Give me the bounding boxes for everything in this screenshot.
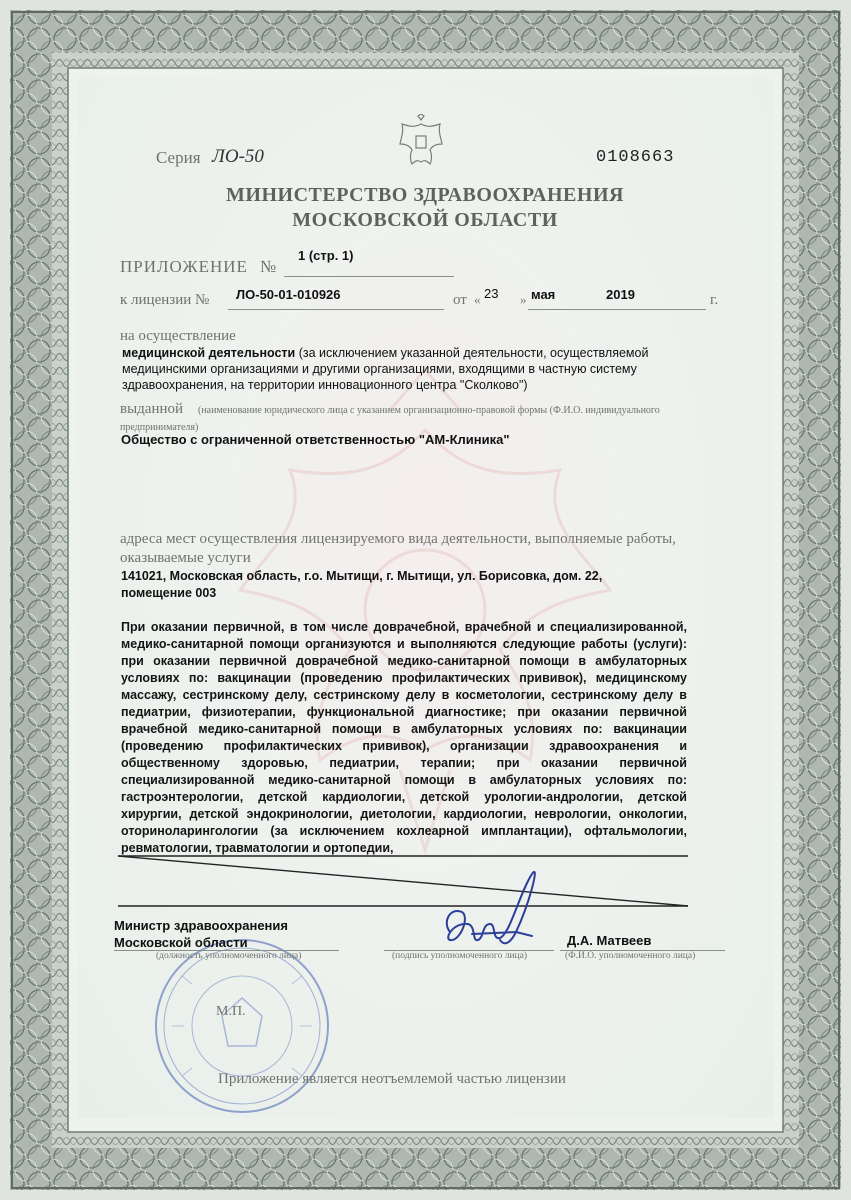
license-from-label: от (453, 292, 467, 308)
activity-label: на осуществление (120, 328, 236, 344)
appendix-underline (284, 276, 454, 277)
activity-bold-part: медицинской деятельности (122, 346, 296, 360)
signature-icon (420, 862, 560, 962)
organization-name: Общество с ограниченной ответственностью "АМ-Клиника" (121, 432, 510, 447)
closing-lines (118, 852, 693, 912)
ministry-title-line1: МИНИСТЕРСТВО ЗДРАВООХРАНЕНИЯ (226, 184, 624, 206)
appendix-label: ПРИЛОЖЕНИЕ (120, 257, 248, 276)
license-underline (228, 309, 444, 310)
ministry-title-line2: МОСКОВСКОЙ ОБЛАСТИ (292, 209, 558, 231)
license-day: 23 (484, 286, 499, 301)
license-month: мая (531, 287, 556, 302)
document-number: 0108663 (596, 148, 675, 167)
address-label: адреса мест осуществления лицензируемого вида деятельности, выполняемые работы, оказываемые услуги (120, 531, 676, 566)
official-seal-icon (152, 936, 332, 1116)
coat-of-arms-icon (398, 114, 444, 168)
address-line2: помещение 003 (121, 586, 217, 600)
activity-rest: (за исключением указанной деятельности, осуществляемой медицинскими организациями и другими организациями, входящими в частную систему здравоохранения, на территории инновационного центра "Сколково") (122, 346, 649, 392)
issued-label: выданной (120, 401, 184, 417)
issued-caption-line2: предпринимателя) (120, 422, 199, 433)
minister-title (114, 917, 288, 951)
address-value (121, 568, 721, 602)
seal-label: М.П. (216, 1004, 246, 1019)
issued-caption: (наименование юридического лица с указанием организационно-правовой формы (Ф.И.О. индивидуального (198, 405, 660, 416)
activity-text (122, 345, 692, 393)
year-suffix: г. (710, 292, 719, 308)
address-line1: 141021, Московская область, г.о. Мытищи, г. Мытищи, ул. Борисовка, дом. 22, (121, 569, 603, 583)
services-text: При оказании первичной, в том числе доврачебной, врачебной и специализированной, медико-санитарной помощи организуются и выполняются следующие работы (услуги): при оказании первичной доврачебной медико-санитарной помощи в амбулаторных условиях по: вакцинации (проведению профилактических прививок), медицинскому массажу, сестринскому делу, сестринскому делу в косметологии, сестринскому делу в педиатрии, физиотерапии, функциональной диагностике; при оказании первичной врачебной медико-санитарной помощи в амбулаторных условиях по: вакцинации (проведению профилактических прививок), организации здравоохранения и общественному здоровью, педиатрии, терапии; при оказании первичной специализированной медико-санитарной помощи в амбулаторных условиях по: гастроэнтерологии, детской кардиологии, детской урологии-андрологии, детской хирургии, детской эндокринологии, диетологии, кардиологии, неврологии, онкологии, оториноларингологии (за исключением кохлеарной имплантации), офтальмологии, ревматологии, травматологии и ортопедии, (121, 620, 687, 855)
appendix-number-sign: № (260, 257, 277, 276)
license-number: ЛО-50-01-010926 (236, 287, 341, 302)
date-quote-close: » (520, 292, 527, 307)
license-year: 2019 (606, 287, 635, 302)
name-caption: (Ф.И.О. уполномоченного лица) (565, 951, 696, 961)
date-underline (528, 309, 706, 310)
signature-caption: (подпись уполномоченного лица) (392, 951, 528, 961)
appendix-number-value: 1 (стр. 1) (298, 248, 354, 263)
minister-title-line1: Министр здравоохранения (114, 918, 288, 933)
footer-note: Приложение является неотъемлемой частью лицензии (218, 1071, 566, 1087)
minister-title-line2: Московской области (114, 935, 248, 950)
series-label: Серия (156, 148, 201, 167)
date-quote-open: « (474, 292, 481, 307)
position-caption: (должность уполномоченного лица) (156, 951, 302, 961)
license-label: к лицензии № (120, 292, 210, 308)
signer-name: Д.А. Матвеев (567, 933, 652, 948)
series-value: ЛО-50 (212, 146, 264, 167)
